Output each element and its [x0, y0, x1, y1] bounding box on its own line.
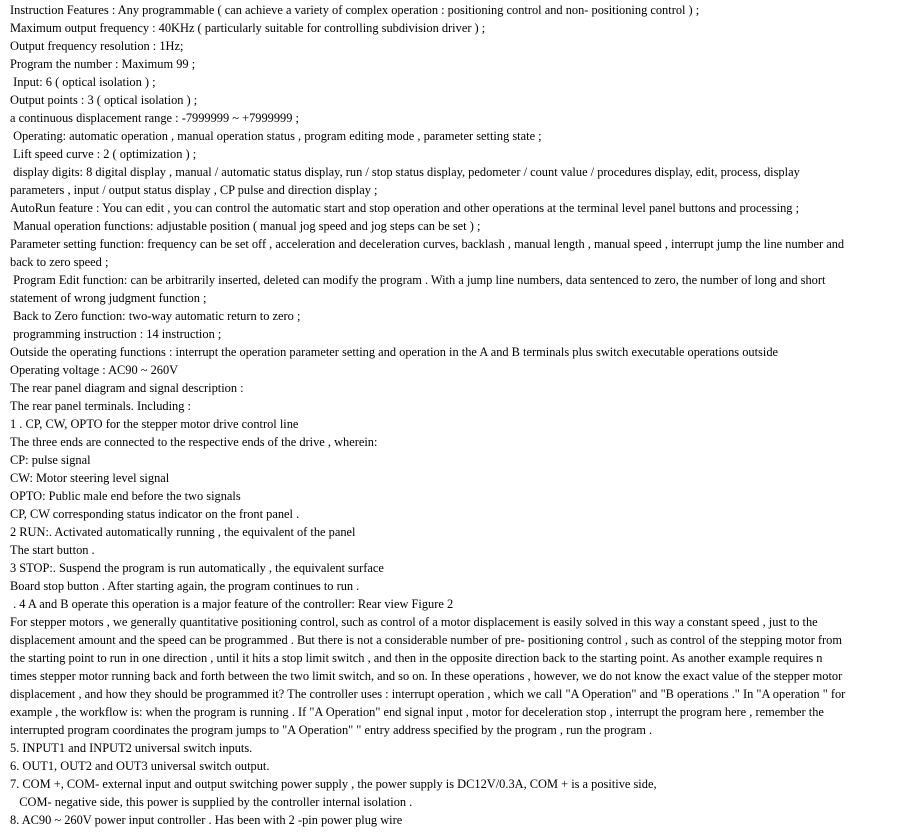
text-line: times stepper motor running back and forth between the two limit switch, and so on. In these operations , however, we do not know the exact value of the stepper motor: [10, 669, 843, 683]
text-line: statement of wrong judgment function ;: [10, 291, 207, 305]
text-line: CW: Motor steering level signal: [10, 471, 170, 485]
text-line: Operating voltage : AC90 ~ 260V: [10, 363, 179, 377]
text-line: 8. AC90 ~ 260V power input controller . Has been with 2 -pin power plug wire: [10, 813, 403, 827]
text-line: For stepper motors , we generally quantitative positioning control, such as control of a motor displacement is easily solved in this way a constant speed , just to the: [10, 615, 818, 629]
text-line: displacement amount and the speed can be programmed . But there is not a considerable number of pre- positioning control , such as control of the stepping motor from: [10, 633, 843, 647]
text-line: Board stop button . After starting again, the program continues to run .: [10, 579, 360, 593]
text-line: back to zero speed ;: [10, 255, 109, 269]
text-line: AutoRun feature : You can edit , you can control the automatic start and stop operation and other operations at the terminal level panel buttons and processing ;: [10, 201, 800, 215]
text-line: COM- negative side, this power is supplied by the controller internal isolation .: [10, 795, 413, 809]
text-line: . 4 A and B operate this operation is a major feature of the controller: Rear view Figure 2: [10, 597, 454, 611]
text-line: Program Edit function: can be arbitrarily inserted, deleted can modify the program . With a jump line numbers, data sentenced to zero, the number of long and short: [10, 273, 826, 287]
text-line: Back to Zero function: two-way automatic return to zero ;: [10, 309, 301, 323]
text-line: The three ends are connected to the respective ends of the drive , wherein:: [10, 435, 378, 449]
text-line: display digits: 8 digital display , manual / automatic status display, run / stop status display, pedometer / count value / procedures display, edit, process, display: [10, 165, 800, 179]
text-line: programming instruction : 14 instruction ;: [10, 327, 222, 341]
text-line: 3 STOP:. Suspend the program is run automatically , the equivalent surface: [10, 561, 384, 575]
text-line: displacement , and how they should be programmed it? The controller uses : interrupt operation , which we call "A Operation" and "B operations ." In "A operation " for: [10, 687, 846, 701]
text-line: Manual operation functions: adjustable position ( manual jog speed and jog steps can be set ) ;: [10, 219, 481, 233]
text-line: Outside the operating functions : interrupt the operation parameter setting and operation in the A and B terminals plus switch executable operations outside: [10, 345, 779, 359]
text-line: Operating: automatic operation , manual operation status , program editing mode , parameter setting state ;: [10, 129, 542, 143]
text-line: Maximum output frequency : 40KHz ( particularly suitable for controlling subdivision driver ) ;: [10, 21, 486, 35]
text-line: The rear panel diagram and signal description :: [10, 381, 244, 395]
text-line: The rear panel terminals. Including :: [10, 399, 191, 413]
text-line: 2 RUN:. Activated automatically running , the equivalent of the panel: [10, 525, 356, 539]
text-line: Parameter setting function: frequency can be set off , acceleration and deceleration curves, backlash , manual length , manual speed , interrupt jump the line number and: [10, 237, 845, 251]
text-line: CP, CW corresponding status indicator on the front panel .: [10, 507, 300, 521]
text-line: the starting point to run in one direction , until it hits a stop limit switch , and then in the opposite direction back to the starting point. As another example requires n: [10, 651, 823, 665]
text-line: The start button .: [10, 543, 95, 557]
text-line: Input: 6 ( optical isolation ) ;: [10, 75, 156, 89]
text-line: CP: pulse signal: [10, 453, 91, 467]
text-line: a continuous displacement range : -7999999 ~ +7999999 ;: [10, 111, 299, 125]
text-line: Output points : 3 ( optical isolation ) ;: [10, 93, 198, 107]
text-line: 1 . CP, CW, OPTO for the stepper motor drive control line: [10, 417, 299, 431]
text-line: 6. OUT1, OUT2 and OUT3 universal switch output.: [10, 759, 270, 773]
text-line: parameters , input / output status display , CP pulse and direction display ;: [10, 183, 378, 197]
text-line: Instruction Features : Any programmable ( can achieve a variety of complex operation : positioning control and non- positioning control ) ;: [10, 3, 700, 17]
text-line: example , the workflow is: when the program is running . If "A Operation" end signal input , motor for deceleration stop , interrupt the program here , remember the: [10, 705, 824, 719]
text-line: 5. INPUT1 and INPUT2 universal switch inputs.: [10, 741, 253, 755]
text-line: OPTO: Public male end before the two signals: [10, 489, 241, 503]
text-line: Output frequency resolution : 1Hz;: [10, 39, 184, 53]
text-line: interrupted program coordinates the program jumps to "A Operation" " entry address specified by the program , run the program .: [10, 723, 653, 737]
text-line: Program the number : Maximum 99 ;: [10, 57, 196, 71]
text-line: 7. COM +, COM- external input and output switching power supply , the power supply is DC12V/0.3A, COM + is a positive side,: [10, 777, 657, 791]
text-line: Lift speed curve : 2 ( optimization ) ;: [10, 147, 197, 161]
